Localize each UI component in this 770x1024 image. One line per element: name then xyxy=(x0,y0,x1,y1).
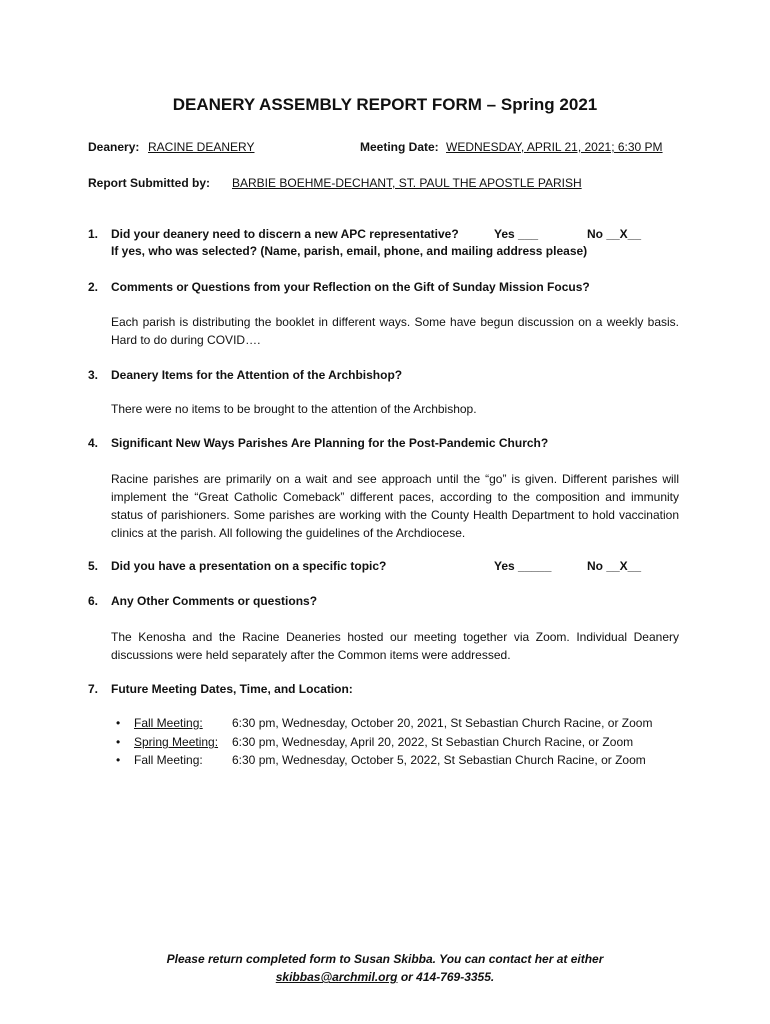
question-1-no: No __X__ xyxy=(587,227,642,241)
question-3-number: 3. xyxy=(88,368,99,382)
meeting-3-label: Fall Meeting: xyxy=(134,753,203,767)
question-1-yes: Yes ___ xyxy=(494,227,539,241)
submitted-by-label: Report Submitted by: xyxy=(88,176,210,190)
question-5-number: 5. xyxy=(88,559,99,573)
question-4-answer: Racine parishes are primarily on a wait and see approach until the “go” is given. Different parishes will implement the “Great Catholic Comeback” different paces, according to the composition and immunity status of parishioners. Some parishes are working with the County Health Department to hold vaccination clinics at the parish. All following the guidelines of the Archdiocese. xyxy=(111,472,679,540)
footer-line-2 xyxy=(0,970,770,984)
question-4-text: Significant New Ways Parishes Are Planning for the Post-Pandemic Church? xyxy=(111,436,549,450)
question-6-text: Any Other Comments or questions? xyxy=(111,594,318,608)
meeting-date-label: Meeting Date: xyxy=(360,140,439,154)
bullet-icon: • xyxy=(116,753,121,767)
question-7-text: Future Meeting Dates, Time, and Location: xyxy=(111,682,353,696)
bullet-icon: • xyxy=(116,735,121,749)
question-5-no: No __X__ xyxy=(587,559,642,573)
question-7-number: 7. xyxy=(88,682,99,696)
meeting-2-label: Spring Meeting: xyxy=(134,735,219,749)
question-2-number: 2. xyxy=(88,280,99,294)
footer-email-link[interactable]: skibbas@archmil.org xyxy=(275,970,398,984)
meeting-date-value: WEDNESDAY, APRIL 21, 2021; 6:30 PM xyxy=(446,140,663,154)
footer-line-1: Please return completed form to Susan Skibba. You can contact her at either xyxy=(166,952,604,966)
question-1-text: Did your deanery need to discern a new APC representative? xyxy=(111,227,459,241)
question-5-yes: Yes _____ xyxy=(494,559,552,573)
question-1-number: 1. xyxy=(88,227,99,241)
question-5-text: Did you have a presentation on a specific topic? xyxy=(111,559,387,573)
question-6-number: 6. xyxy=(88,594,99,608)
question-2-text: Comments or Questions from your Reflection on the Gift of Sunday Mission Focus? xyxy=(111,280,590,294)
submitted-by-value: BARBIE BOEHME-DECHANT, ST. PAUL THE APOSTLE PARISH xyxy=(232,176,582,190)
page-title: DEANERY ASSEMBLY REPORT FORM – Spring 2021 xyxy=(172,95,598,114)
meeting-1-details: 6:30 pm, Wednesday, October 20, 2021, St Sebastian Church Racine, or Zoom xyxy=(232,716,653,730)
question-1-followup: If yes, who was selected? (Name, parish, email, phone, and mailing address please) xyxy=(111,244,588,258)
question-3-answer: There were no items to be brought to the attention of the Archbishop. xyxy=(111,402,477,416)
question-2-answer: Each parish is distributing the booklet in different ways. Some have begun discussion on a weekly basis. Hard to do during COVID…. xyxy=(111,315,679,347)
deanery-label: Deanery: xyxy=(88,140,140,154)
meeting-2-details: 6:30 pm, Wednesday, April 20, 2022, St Sebastian Church Racine, or Zoom xyxy=(232,735,634,749)
question-4-number: 4. xyxy=(88,436,99,450)
bullet-icon: • xyxy=(116,716,121,730)
meeting-3-details: 6:30 pm, Wednesday, October 5, 2022, St Sebastian Church Racine, or Zoom xyxy=(232,753,646,767)
deanery-value: RACINE DEANERY xyxy=(148,140,255,154)
meeting-1-label: Fall Meeting: xyxy=(134,716,203,730)
footer-phone-text: or 414-769-3355. xyxy=(397,970,495,984)
question-6-answer: The Kenosha and the Racine Deaneries hosted our meeting together via Zoom. Individual Deanery discussions were held separately after the Common items were addressed. xyxy=(111,630,679,662)
question-3-text: Deanery Items for the Attention of the Archbishop? xyxy=(111,368,403,382)
